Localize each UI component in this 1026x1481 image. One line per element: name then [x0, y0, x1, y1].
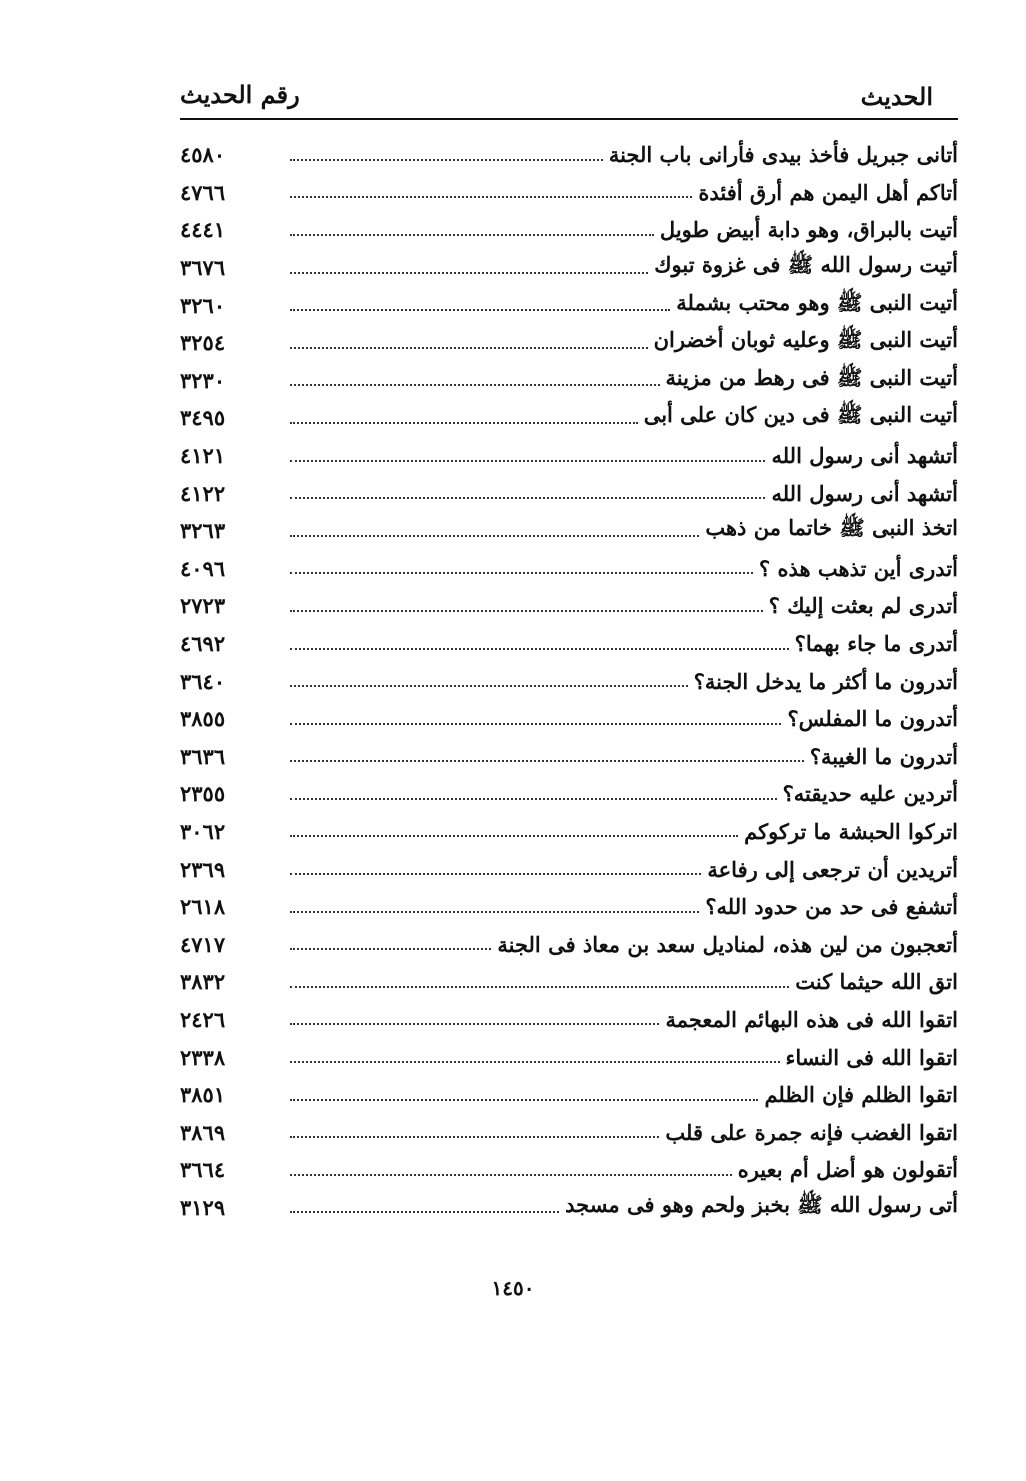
index-entry [180, 850, 958, 888]
hadith-text: أتدرون ما أكثر ما يدخل الجنة؟ [693, 668, 958, 694]
hadith-text: اتقوا الله فى النساء [785, 1044, 958, 1070]
hadith-number: ٢٣٥٥ [180, 781, 226, 807]
hadith-text: أتيت بالبراق، وهو دابة أبيض طويل [659, 217, 958, 243]
index-entry [180, 1189, 958, 1227]
hadith-number: ٣٠٦٢ [180, 818, 226, 844]
hadith-number: ٤٧٦٦ [180, 179, 226, 205]
dot-leader [290, 572, 753, 574]
hadith-text: أتدرى ما جاء بهما؟ [794, 631, 958, 657]
hadith-text: اتق الله حيثما كنت [795, 969, 958, 995]
hadith-number: ٣٦٧٦ [180, 255, 226, 281]
hadith-text: اتركوا الحبشة ما تركوكم [744, 818, 958, 844]
dot-leader [290, 460, 765, 462]
dot-leader [290, 1211, 559, 1213]
hadith-text: أتيت النبى ﷺ وعليه ثوبان أخضران [653, 327, 958, 353]
hadith-number: ٣١٢٩ [180, 1194, 226, 1220]
dot-leader [290, 535, 699, 537]
hadith-number: ٤١٢٢ [180, 480, 226, 506]
dot-leader [290, 760, 804, 762]
index-entry [180, 775, 958, 813]
index-entry [180, 587, 958, 625]
hadith-text: أتاكم أهل اليمن هم أرق أفئدة [698, 179, 958, 205]
page-header [180, 78, 955, 116]
hadith-text: أتشهد أنى رسول الله [771, 443, 958, 469]
header-rule [180, 118, 958, 120]
hadith-number: ٣٨٥٥ [180, 706, 226, 732]
hadith-text: أتى رسول الله ﷺ بخبز ولحم وهو فى مسجد [565, 1191, 958, 1217]
hadith-number: ٤٤٤١ [180, 217, 226, 243]
dot-leader [290, 309, 670, 311]
hadith-number: ٣٦٤٠ [180, 668, 226, 694]
index-entry [180, 700, 958, 738]
hadith-text: أتدرى لم بعثت إليك ؟ [768, 593, 958, 619]
dot-leader [290, 948, 491, 950]
index-entry [180, 1113, 958, 1151]
index-entry [180, 1038, 958, 1076]
index-entry [180, 512, 958, 550]
index-entry [180, 286, 958, 324]
hadith-number: ٣٦٦٤ [180, 1157, 226, 1183]
dot-leader [290, 648, 789, 650]
index-entry [180, 474, 958, 512]
hadith-index-list [180, 136, 958, 1226]
index-entry [180, 625, 958, 663]
index-entry [180, 324, 958, 362]
index-entry [180, 925, 958, 963]
dot-leader [290, 159, 603, 161]
dot-leader [290, 685, 688, 687]
dot-leader [290, 1136, 659, 1138]
hadith-number: ٢٣٦٩ [180, 856, 226, 882]
index-entry [180, 550, 958, 588]
dot-leader [290, 1174, 732, 1176]
hadith-number: ٣٦٣٦ [180, 743, 226, 769]
dot-leader [290, 196, 692, 198]
hadith-number: ٣٢٥٤ [180, 330, 226, 356]
index-entry [180, 813, 958, 851]
hadith-number: ٣٨٥١ [180, 1082, 226, 1108]
dot-leader [290, 1023, 659, 1025]
dot-leader [290, 422, 638, 424]
hadith-number: ٤١٢١ [180, 443, 226, 469]
dot-leader [290, 272, 648, 274]
hadith-number: ٢٤٢٦ [180, 1006, 226, 1032]
hadith-text: اتقوا الله فى هذه البهائم المعجمة [665, 1006, 958, 1032]
dot-leader [290, 1099, 758, 1101]
hadith-text: أتدرون ما المفلس؟ [787, 706, 958, 732]
hadith-text: اتقوا الظلم فإن الظلم [764, 1082, 958, 1108]
dot-leader [290, 873, 701, 875]
hadith-text: أتقولون هو أضل أم بعيره [737, 1157, 958, 1183]
hadith-number: ٣٨٣٢ [180, 969, 226, 995]
index-entry [180, 1001, 958, 1039]
dot-leader [290, 723, 781, 725]
index-entry [180, 136, 958, 174]
index-entry [180, 211, 958, 249]
hadith-text: أتدرى أين تذهب هذه ؟ [759, 555, 958, 581]
hadith-number: ٤٠٩٦ [180, 555, 226, 581]
index-entry [180, 963, 958, 1001]
hadith-text: أتيت النبى ﷺ فى دين كان على أبى [643, 402, 958, 428]
index-entry [180, 888, 958, 926]
index-entry [180, 437, 958, 475]
hadith-text: أتدرون ما الغيبة؟ [809, 743, 958, 769]
dot-leader [290, 384, 660, 386]
hadith-number: ٣٢٦٣ [180, 518, 226, 544]
dot-leader [290, 798, 777, 800]
hadith-text: أتردين عليه حديقته؟ [782, 781, 958, 807]
index-entry [180, 249, 958, 287]
hadith-text: أتيت النبى ﷺ وهو محتب بشملة [676, 289, 958, 315]
column-heading-number: رقم الحديث [180, 80, 300, 109]
hadith-text: أتريدين أن ترجعى إلى رفاعة [707, 856, 958, 882]
hadith-number: ٤٥٨٠ [180, 142, 226, 168]
column-heading-hadith: الحديث [860, 82, 933, 111]
dot-leader [290, 1061, 780, 1063]
hadith-number: ٤٧١٧ [180, 931, 226, 957]
index-entry [180, 362, 958, 400]
index-entry [180, 1076, 958, 1114]
hadith-number: ٢٧٢٣ [180, 593, 226, 619]
hadith-number: ٢٣٣٨ [180, 1044, 226, 1070]
dot-leader [290, 835, 738, 837]
hadith-number: ٤٦٩٢ [180, 631, 226, 657]
index-entry [180, 662, 958, 700]
dot-leader [290, 234, 654, 236]
hadith-text: أتانى جبريل فأخذ بيدى فأرانى باب الجنة [608, 142, 958, 168]
dot-leader [290, 497, 765, 499]
hadith-number: ٣٤٩٥ [180, 405, 226, 431]
hadith-number: ٣٢٦٠ [180, 292, 226, 318]
hadith-text: أتشفع فى حد من حدود الله؟ [705, 894, 958, 920]
index-entry [180, 399, 958, 437]
hadith-text: أتيت رسول الله ﷺ فى غزوة تبوك [654, 252, 958, 278]
dot-leader [290, 911, 699, 913]
hadith-number: ٢٦١٨ [180, 894, 226, 920]
dot-leader [290, 986, 789, 988]
hadith-text: اتقوا الغضب فإنه جمرة على قلب [665, 1119, 958, 1145]
index-entry [180, 738, 958, 776]
hadith-text: اتخذ النبى ﷺ خاتما من ذهب [705, 515, 958, 541]
page-number: ١٤٥٠ [491, 1276, 535, 1300]
index-entry [180, 174, 958, 212]
hadith-number: ٣٨٦٩ [180, 1119, 226, 1145]
hadith-number: ٣٢٣٠ [180, 367, 226, 393]
hadith-text: أتيت النبى ﷺ فى رهط من مزينة [665, 364, 958, 390]
hadith-text: أتعجبون من لين هذه، لمناديل سعد بن معاذ فى الجنة [497, 931, 958, 957]
hadith-text: أتشهد أنى رسول الله [771, 480, 958, 506]
dot-leader [290, 347, 648, 349]
index-entry [180, 1151, 958, 1189]
dot-leader [290, 610, 763, 612]
